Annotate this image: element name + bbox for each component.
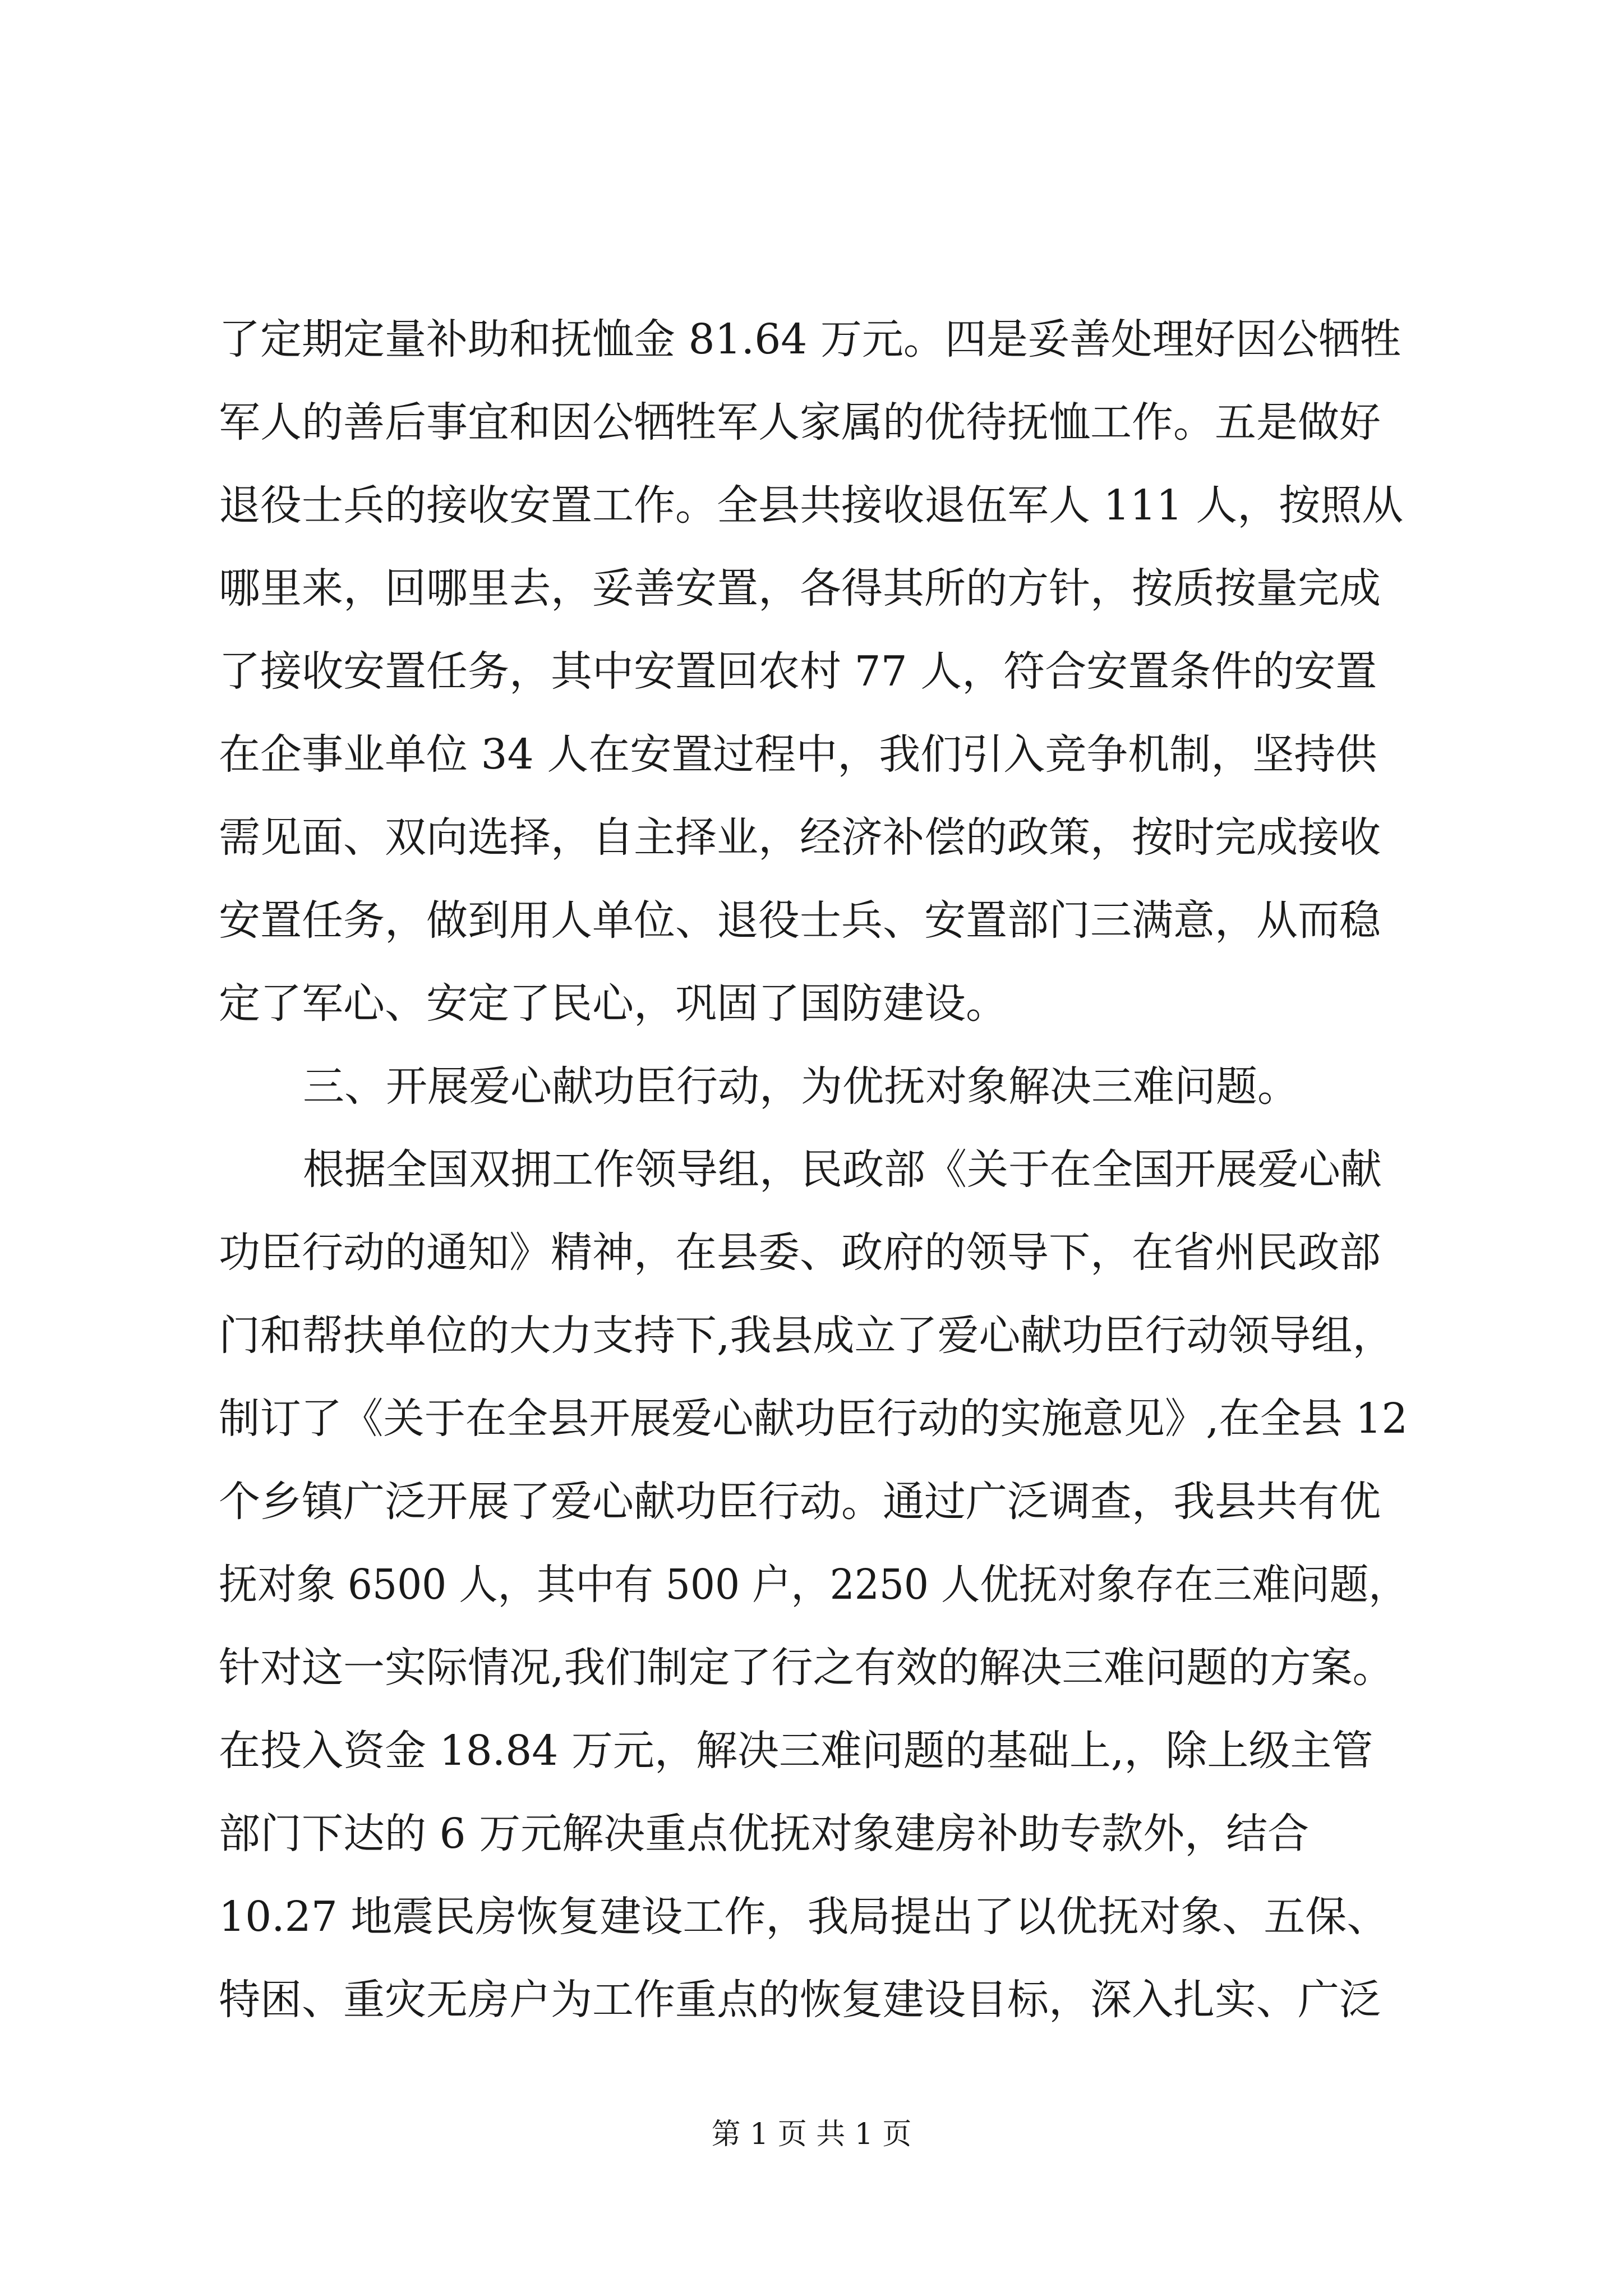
text-line: 功臣行动的通知》精神，在县委、政府的领导下，在省州民政部	[219, 1228, 1381, 1277]
text-line: 制订了《关于在全县开展爱心献功臣行动的实施意见》,在全县 12	[219, 1395, 1408, 1443]
text-line: 需见面、双向选择，自主择业，经济补偿的政策，按时完成接收	[219, 813, 1381, 862]
text-line: 定了军心、安定了民心，巩固了国防建设。	[219, 979, 1007, 1028]
text-line: 哪里来，回哪里去，妥善安置，各得其所的方针，按质按量完成	[219, 564, 1381, 613]
text-line: 抚对象 6500 人，其中有 500 户，2250 人优抚对象存在三难问题，	[219, 1561, 1408, 1609]
text-line: 10.27 地震民房恢复建设工作，我局提出了以优抚对象、五保、	[219, 1893, 1389, 1941]
section-heading: 三、开展爱心献功臣行动，为优抚对象解决三难问题。	[303, 1062, 1299, 1111]
text-line: 退役士兵的接收安置工作。全县共接收退伍军人 111 人，按照从	[219, 481, 1404, 530]
text-line: 在企事业单位 34 人在安置过程中，我们引入竞争机制，坚持供	[219, 730, 1377, 779]
text-line: 特困、重灾无房户为工作重点的恢复建设目标，深入扎实、广泛	[219, 1976, 1381, 2024]
text-line: 门和帮扶单位的大力支持下,我县成立了爱心献功臣行动领导组，	[219, 1312, 1394, 1360]
page-footer: 第 1 页 共 1 页	[711, 2118, 912, 2151]
text-line: 军人的善后事宜和因公牺牲军人家属的优待抚恤工作。五是做好	[219, 398, 1381, 447]
text-line: 安置任务，做到用人单位、退役士兵、安置部门三满意，从而稳	[219, 896, 1381, 945]
text-line: 个乡镇广泛开展了爱心献功臣行动。通过广泛调查，我县共有优	[219, 1478, 1381, 1526]
text-line: 了定期定量补助和抚恤金 81.64 万元。四是妥善处理好因公牺牲	[219, 315, 1401, 364]
text-line: 了接收安置任务，其中安置回农村 77 人，符合安置条件的安置	[219, 647, 1377, 696]
text-line: 部门下达的 6 万元解决重点优抚对象建房补助专款外，结合	[219, 1810, 1310, 1858]
text-line: 针对这一实际情况,我们制定了行之有效的解决三难问题的方案。	[219, 1644, 1394, 1692]
text-line: 在投入资金 18.84 万元，解决三难问题的基础上,，除上级主管	[219, 1727, 1373, 1775]
text-line: 根据全国双拥工作领导组，民政部《关于在全国开展爱心献	[303, 1145, 1382, 1194]
